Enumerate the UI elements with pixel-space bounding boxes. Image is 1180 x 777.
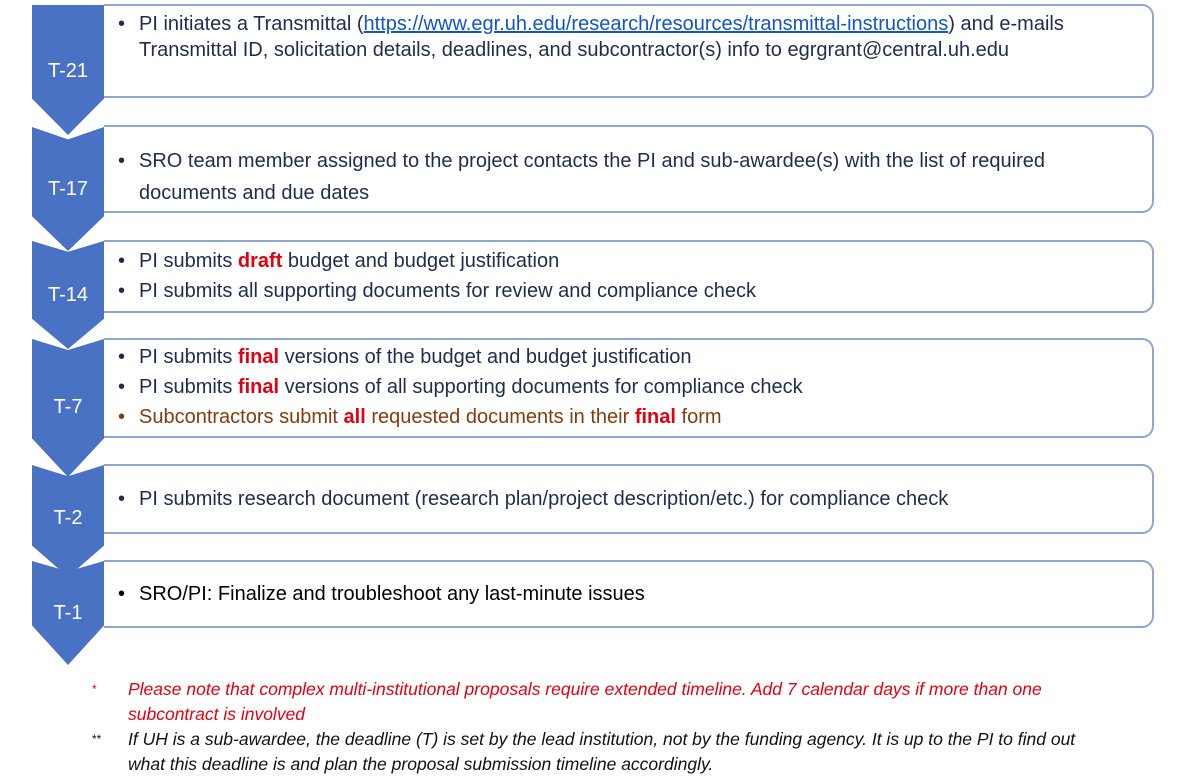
step-list-t17 xyxy=(118,145,1148,209)
footnote-mark: ** xyxy=(92,732,102,746)
footnotes xyxy=(92,677,1092,777)
list-item: • Subcontractors submit all requested documents in their final form xyxy=(118,402,1148,432)
footnote-text: If UH is a sub-awardee, the deadline (T) is set by the lead institution, not by the funding agency. It is up to the PI to find out what this deadline is and plan the proposal submission timeline accordingly. xyxy=(128,729,1076,774)
step-list-t1 xyxy=(118,579,1148,609)
chevron-label: T-2 xyxy=(53,507,83,529)
step-list-t14 xyxy=(118,246,1148,306)
chevron-label: T-1 xyxy=(53,602,83,624)
step-list-t21 xyxy=(118,11,1148,63)
list-item: • PI submits final versions of the budget and budget justification xyxy=(118,342,1148,372)
chevron-label: T-14 xyxy=(47,284,89,306)
transmittal-link[interactable]: https://www.egr.uh.edu/research/resources/transmittal-instructions xyxy=(363,13,949,35)
step-list-t7 xyxy=(118,342,1148,432)
footnote-sub-awardee xyxy=(92,727,1092,777)
list-item: • PI submits draft budget and budget justification xyxy=(118,246,1148,276)
footnote-extended-timeline xyxy=(92,677,1092,727)
chevron-label: T-7 xyxy=(53,396,83,418)
chevron-label: T-17 xyxy=(47,178,89,200)
list-item: • PI submits research document (research plan/project description/etc.) for compliance check xyxy=(118,484,1148,514)
footnote-text: Please note that complex multi-institutional proposals require extended timeline. Add 7 calendar days if more than one subcontract is involved xyxy=(128,679,1042,724)
list-item: • PI submits all supporting documents for review and compliance check xyxy=(118,276,1148,306)
chevron-label: T-21 xyxy=(47,60,89,82)
footnote-mark: * xyxy=(92,682,97,696)
step-list-t2 xyxy=(118,484,1148,514)
list-item: • PI submits final versions of all supporting documents for compliance check xyxy=(118,372,1148,402)
list-item: • PI initiates a Transmittal (https://www.egr.uh.edu/research/resources/transmittal-instructions) and e-mails Transmittal ID, solicitation details, deadlines, and subcontractor(s) info to egrgrant@central.uh.edu xyxy=(118,11,1148,63)
list-item: • SRO/PI: Finalize and troubleshoot any last-minute issues xyxy=(118,579,1148,609)
list-item: • SRO team member assigned to the project contacts the PI and sub-awardee(s) with the list of required documents and due dates xyxy=(118,145,1148,209)
